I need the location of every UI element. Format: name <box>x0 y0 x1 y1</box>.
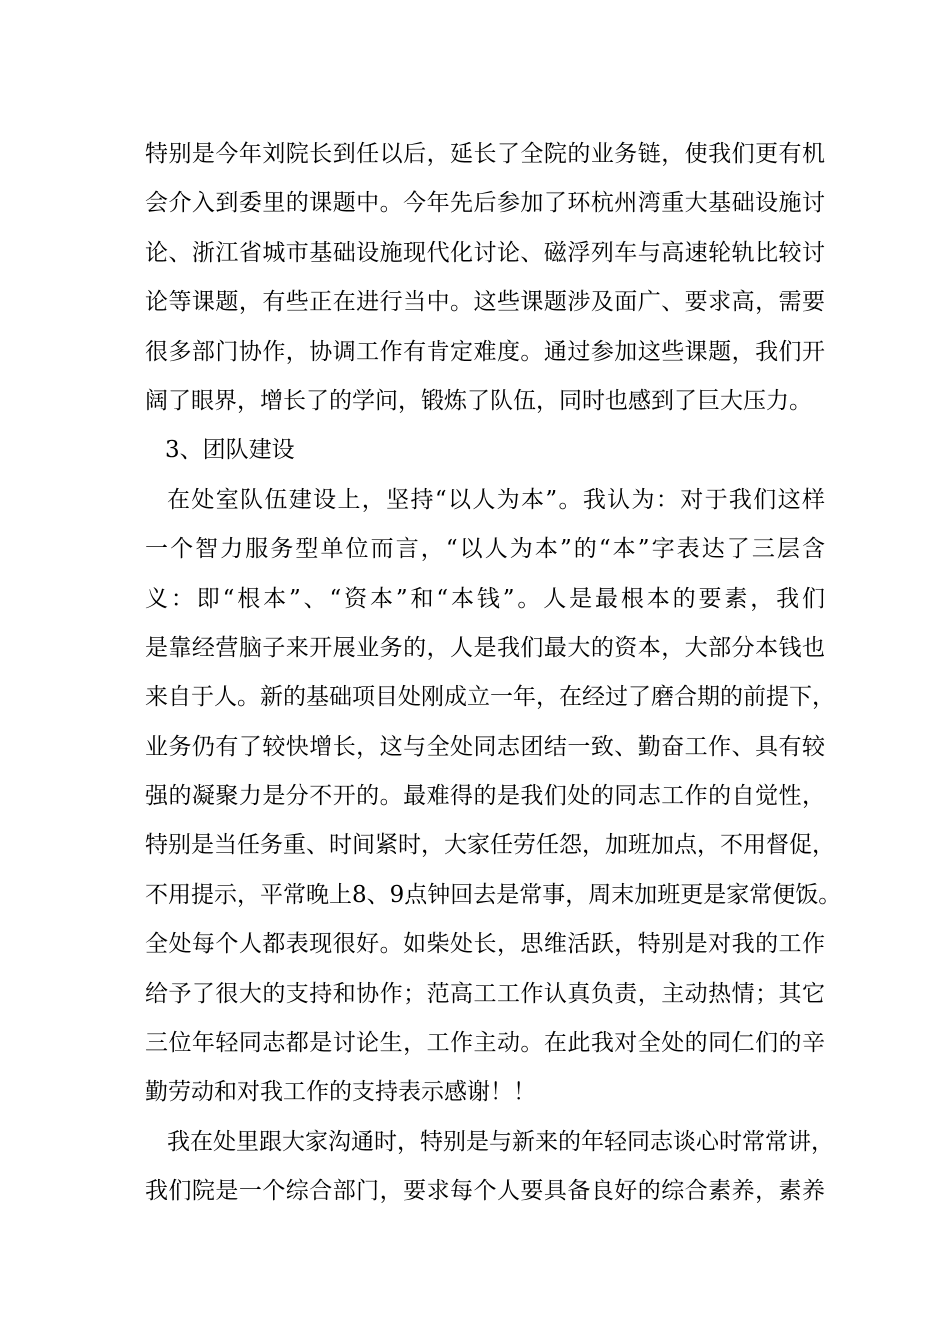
text-line: 给予了很大的支持和协作；范高工工作认真负责，主动热情；其它 <box>145 980 825 1007</box>
text-line: 来自于人。新的基础项目处刚成立一年，在经过了磨合期的前提下， <box>145 684 835 711</box>
text-line: 我们院是一个综合部门，要求每个人要具备良好的综合素养，素养 <box>145 1178 825 1205</box>
text-line: 全处每个人都表现很好。如柴处长，思维活跃，特别是对我的工作 <box>145 931 825 958</box>
text-line: 不用提示，平常晚上8、9点钟回去是常事，周末加班更是家常便饭。 <box>145 881 842 908</box>
section-heading: 3、团队建设 <box>165 437 295 464</box>
text-line: 阔了眼界，增长了的学问，锻炼了队伍，同时也感到了巨大压力。 <box>145 387 812 414</box>
text-line: 义：即“根本”、“资本”和“本钱”。人是最根本的要素，我们 <box>145 585 825 612</box>
text-line: 在处室队伍建设上，坚持“以人为本”。我认为：对于我们这样 <box>167 486 825 513</box>
text-line: 论、浙江省城市基础设施现代化讨论、磁浮列车与高速轮轨比较讨 <box>145 239 825 266</box>
text-line: 很多部门协作，协调工作有肯定难度。通过参加这些课题，我们开 <box>145 338 825 365</box>
text-line: 论等课题，有些正在进行当中。这些课题涉及面广、要求高，需要 <box>145 289 825 316</box>
text-line: 特别是当任务重、时间紧时，大家任劳任怨，加班加点，不用督促， <box>145 832 835 859</box>
text-line: 我在处里跟大家沟通时，特别是与新来的年轻同志谈心时常常讲， <box>167 1128 834 1155</box>
text-line: 业务仍有了较快增长，这与全处同志团结一致、勤奋工作、具有较 <box>145 733 825 760</box>
text-line: 勤劳动和对我工作的支持表示感谢！！ <box>145 1079 536 1106</box>
text-line: 一个智力服务型单位而言，“以人为本”的“本”字表达了三层含 <box>145 536 825 563</box>
text-line: 三位年轻同志都是讨论生，工作主动。在此我对全处的同仁们的辛 <box>145 1030 825 1057</box>
body-text <box>145 130 842 1217</box>
text-line: 特别是今年刘院长到任以后，延长了全院的业务链，使我们更有机 <box>145 141 825 167</box>
text-line: 是靠经营脑子来开展业务的，人是我们最大的资本，大部分本钱也 <box>145 634 825 661</box>
text-line: 会介入到委里的课题中。今年先后参加了环杭州湾重大基础设施讨 <box>145 190 825 217</box>
text-line: 强的凝聚力是分不开的。最难得的是我们处的同志工作的自觉性， <box>145 783 825 810</box>
